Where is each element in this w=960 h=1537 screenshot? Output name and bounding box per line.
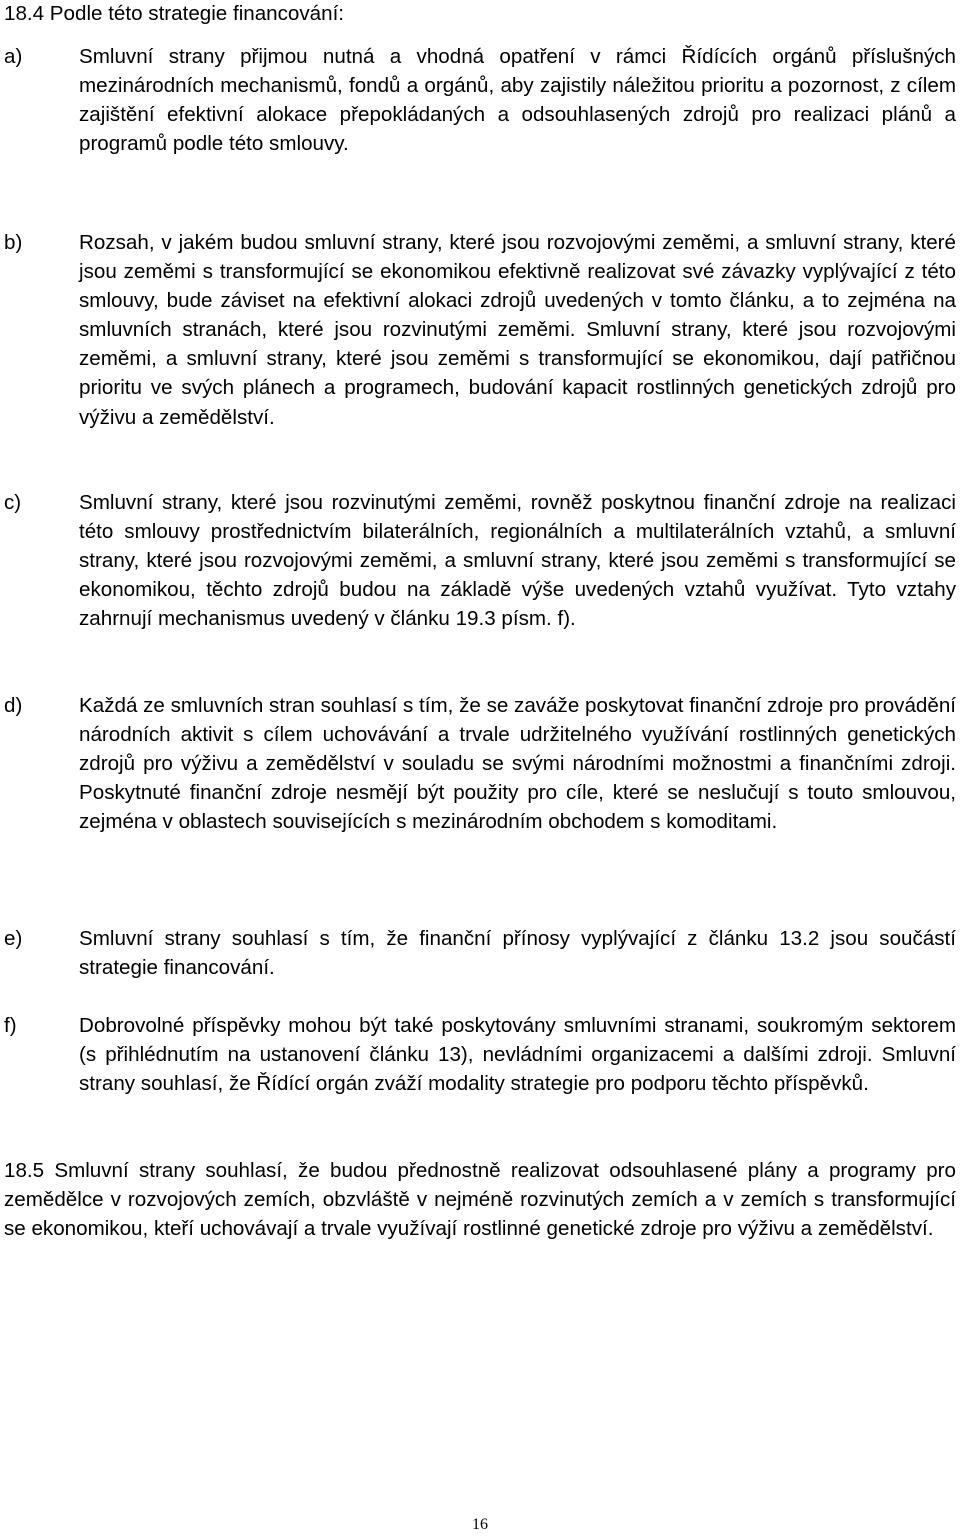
list-item-label: c) xyxy=(4,491,22,514)
list-item-label: d) xyxy=(4,694,23,717)
list-item-label: e) xyxy=(4,927,23,950)
list-item-label: b) xyxy=(4,231,23,254)
list-item-a xyxy=(4,42,956,158)
section-heading: 18.4 Podle této strategie financování: xyxy=(4,2,345,25)
list-item-text: Dobrovolné příspěvky mohou být také poskytovány smluvními stranami, soukromým sektorem (s přihlédnutím na ustanovení článku 13), nevládními organizacemi a dalšími zdroji. Smluvní strany souhlasí, že Řídící orgán zváží modality strategie pro podporu těchto příspěvků. xyxy=(79,1014,956,1096)
list-item-e xyxy=(4,924,956,982)
list-item-d xyxy=(4,691,956,836)
list-item-f xyxy=(4,1011,956,1098)
list-item-text: Každá ze smluvních stran souhlasí s tím, že se zaváže poskytovat finanční zdroje pro provádění národních aktivit s cílem uchovávání a trvale udržitelného využívání rostlinných genetických zdrojů pro výživu a zemědělství v souladu se svými národními možnostmi a finančními zdroji. Poskytnuté finanční zdroje nesmějí být použity pro cíle, které se neslučují s touto smlouvou, zejména v oblastech souvisejících s mezinárodním obchodem s komoditami. xyxy=(79,694,956,834)
list-item-label: f) xyxy=(4,1014,17,1037)
section-paragraph: 18.5 Smluvní strany souhlasí, že budou přednostně realizovat odsouhlasené plány a programy pro zemědělce v rozvojových zemích, obzvláště v nejméně rozvinutých zemích a v zemích s transformující se ekonomikou, kteří uchovávají a trvale využívají rostlinné genetické zdroje pro výživu a zemědělství. xyxy=(4,1159,956,1241)
list-item-c xyxy=(4,488,956,633)
list-item-text: Smluvní strany přijmou nutná a vhodná opatření v rámci Řídících orgánů příslušných mezinárodních mechanismů, fondů a orgánů, aby zajistily náležitou prioritu a pozornost, z cílem zajištění efektivní alokace přepokládaných a odsouhlasených zdrojů pro realizaci plánů a programů podle této smlouvy. xyxy=(79,45,956,156)
list-item-text: Smluvní strany souhlasí s tím, že finanční přínosy vyplývající z článku 13.2 jsou součástí strategie financování. xyxy=(79,927,956,980)
list-item-text: Smluvní strany, které jsou rozvinutými zeměmi, rovněž poskytnou finanční zdroje na realizaci této smlouvy prostřednictvím bilaterálních, regionálních a multilaterálních vztahů, a smluvní strany, které jsou rozvojovými zeměmi, a smluvní strany, které jsou zeměmi s transformující se ekonomikou, těchto zdrojů budou na základě výše uvedených vztahů využívat. Tyto vztahy zahrnují mechanismus uvedený v článku 19.3 písm. f). xyxy=(79,491,956,631)
list-item-b xyxy=(4,228,956,432)
page-number: 16 xyxy=(472,1516,488,1533)
list-item-text: Rozsah, v jakém budou smluvní strany, které jsou rozvojovými zeměmi, a smluvní strany, které jsou zeměmi s transformující se ekonomikou efektivně realizovat své závazky vyplývající z této smlouvy, bude záviset na efektivní alokaci zdrojů uvedených v tomto článku, a to zejména na smluvních stranách, které jsou rozvinutými zeměmi. Smluvní strany, které jsou rozvojovými zeměmi, a smluvní strany, které jsou zeměmi s transformující se ekonomikou, dají patřičnou prioritu ve svých plánech a programech, budování kapacit rostlinných genetických zdrojů pro výživu a zemědělství. xyxy=(79,231,956,429)
list-item-label: a) xyxy=(4,45,23,68)
